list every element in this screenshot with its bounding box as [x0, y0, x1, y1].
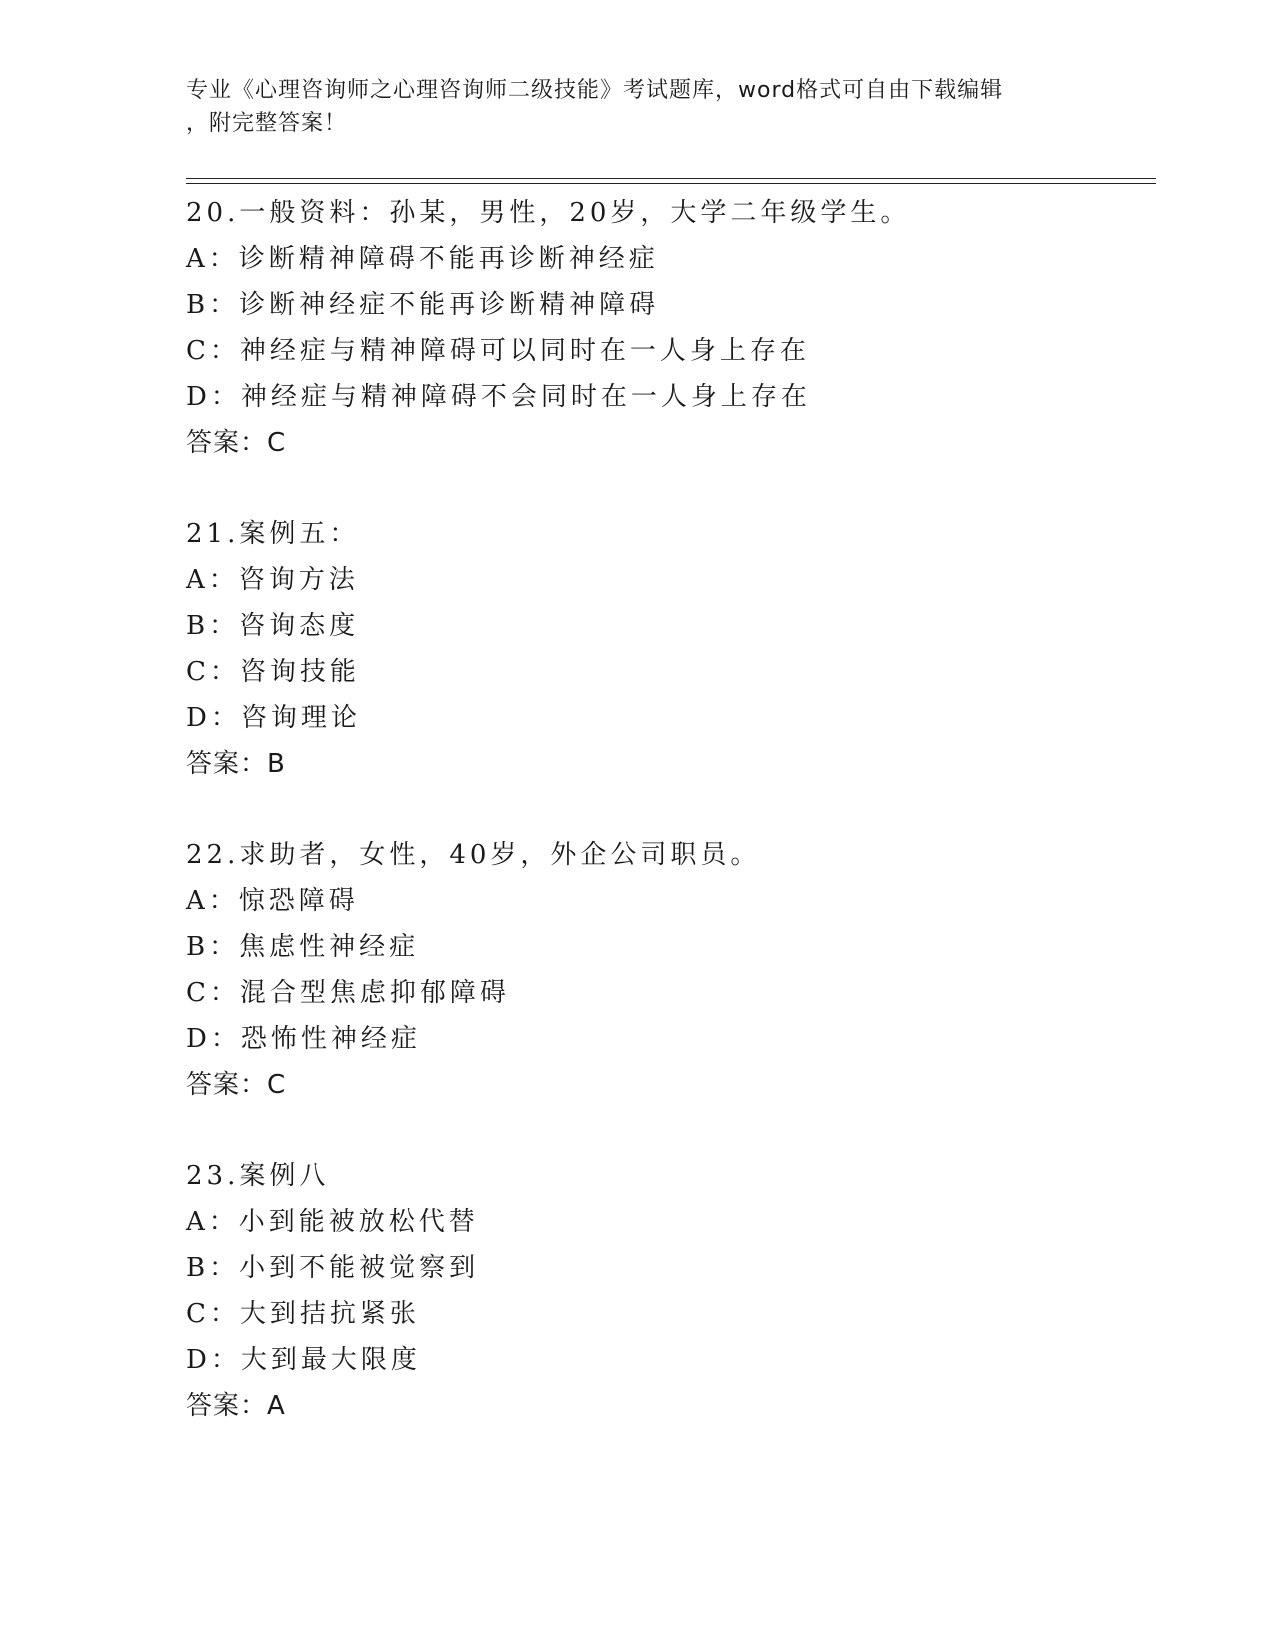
answer-label: 答案：A — [186, 1391, 286, 1421]
option-d: D：咨询理论 — [186, 703, 361, 733]
option-c: C：混合型焦虑抑郁障碍 — [186, 978, 510, 1008]
answer-label: 答案：C — [186, 428, 287, 458]
option-a: A：惊恐障碍 — [186, 886, 359, 916]
question-stem: 20.一般资料：孙某，男性，20岁，大学二年级学生。 — [186, 198, 911, 228]
header-line-1: 专业《心理咨询师之心理咨询师二级技能》考试题库，word格式可自由下载编辑 — [186, 78, 1004, 103]
document-header — [186, 74, 1066, 140]
question-21 — [186, 511, 1086, 787]
option-b: B：小到不能被觉察到 — [186, 1253, 480, 1283]
option-a: A：诊断精神障碍不能再诊断神经症 — [186, 244, 659, 274]
option-c: C：大到拮抗紧张 — [186, 1299, 420, 1329]
question-23 — [186, 1153, 1086, 1429]
option-d: D：大到最大限度 — [186, 1345, 421, 1375]
option-b: B：诊断神经症不能再诊断精神障碍 — [186, 290, 660, 320]
option-a: A：咨询方法 — [186, 565, 359, 595]
option-d: D：恐怖性神经症 — [186, 1024, 421, 1054]
option-b: B：焦虑性神经症 — [186, 932, 420, 962]
option-a: A：小到能被放松代替 — [186, 1207, 479, 1237]
question-22 — [186, 832, 1086, 1108]
option-c: C：神经症与精神障碍可以同时在一人身上存在 — [186, 336, 810, 366]
question-20 — [186, 190, 1086, 466]
answer-label: 答案：C — [186, 1070, 287, 1100]
option-d: D：神经症与精神障碍不会同时在一人身上存在 — [186, 382, 811, 412]
header-divider-bottom — [186, 183, 1156, 184]
header-line-2: ，附完整答案！ — [186, 111, 348, 136]
header-divider-top — [186, 178, 1156, 179]
question-stem: 23.案例八 — [186, 1161, 330, 1191]
question-stem: 22.求助者，女性，40岁，外企公司职员。 — [186, 840, 761, 870]
answer-label: 答案：B — [186, 749, 286, 779]
option-b: B：咨询态度 — [186, 611, 360, 641]
question-stem: 21.案例五： — [186, 519, 360, 549]
option-c: C：咨询技能 — [186, 657, 360, 687]
